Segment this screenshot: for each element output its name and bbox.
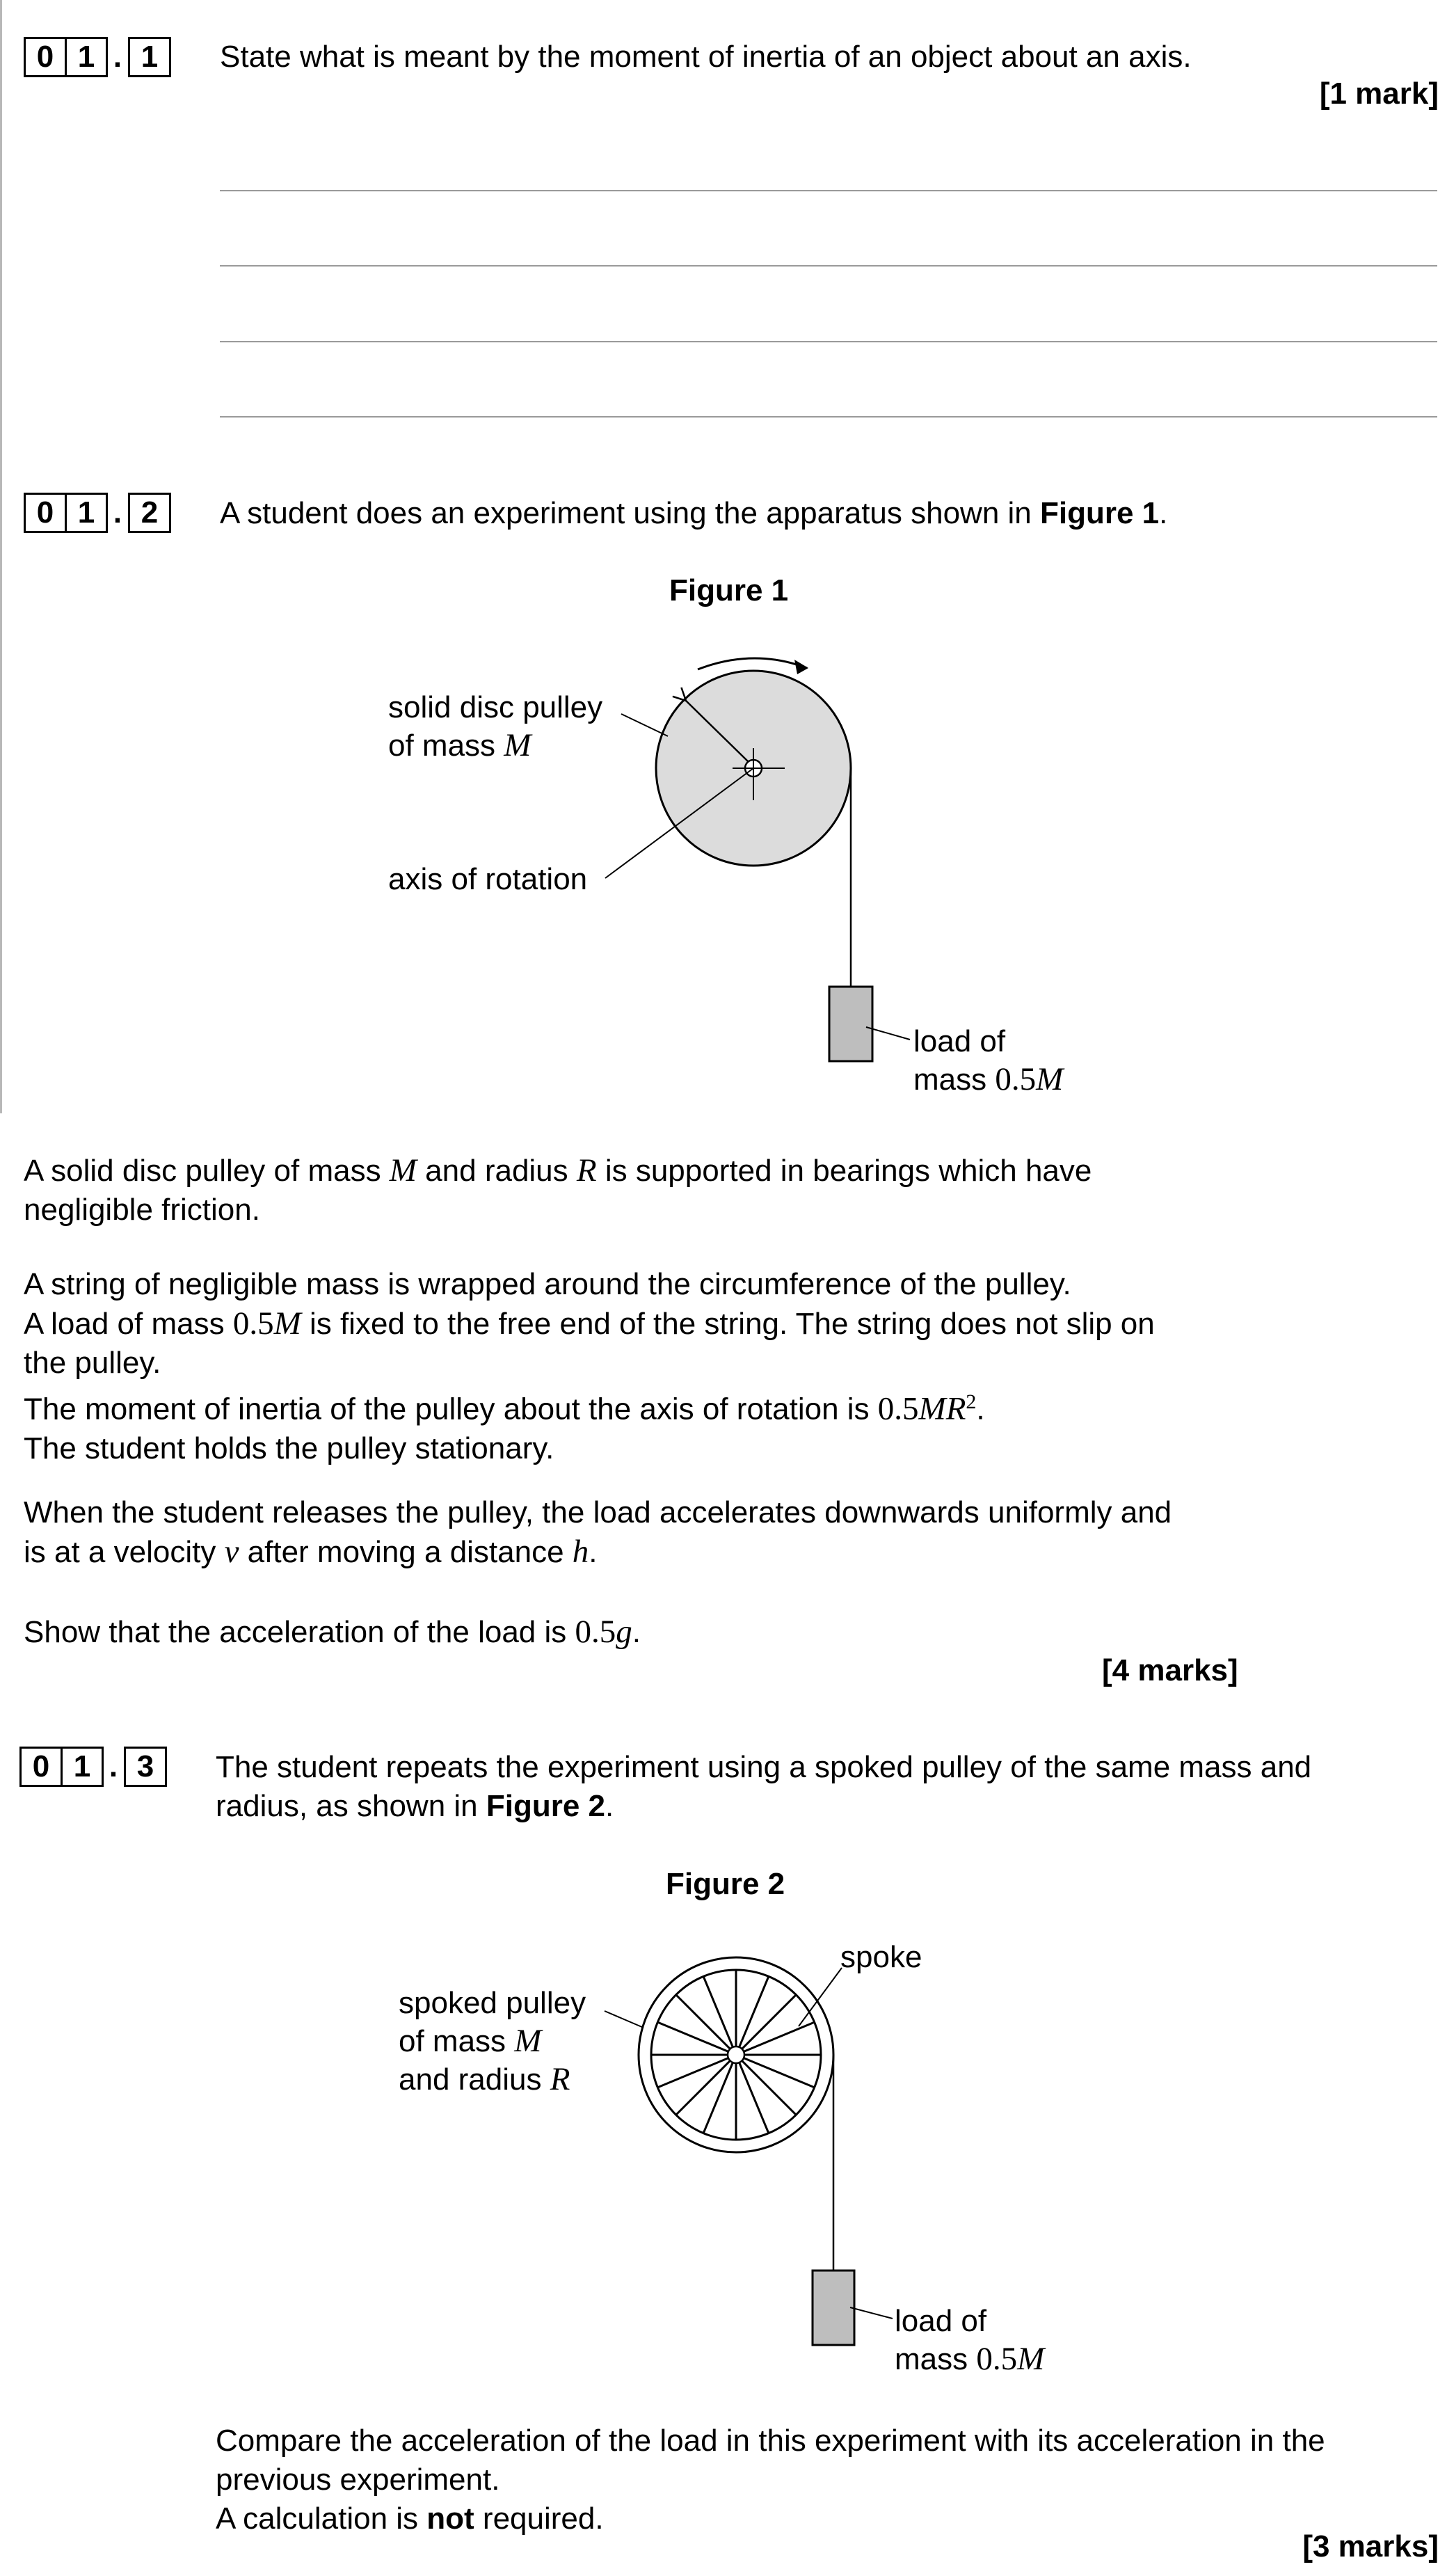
qnum-dot: . <box>109 1749 118 1783</box>
qnum-digit: 0 <box>24 493 67 533</box>
pulley-label: solid disc pulley of mass M <box>388 690 603 763</box>
qnum-dot: . <box>113 40 122 74</box>
figure-1-title: Figure 1 <box>669 573 789 607</box>
figure-ref: Figure 1 <box>1040 496 1160 530</box>
paragraph-1: A solid disc pulley of mass M and radius R is supported in bearings which have negligible friction. <box>24 1152 1092 1227</box>
rotation-arrowhead <box>794 660 808 674</box>
load-mass-2 <box>813 2271 854 2345</box>
qnum-digit: 2 <box>128 493 171 533</box>
figure-1-drawing <box>605 658 910 1061</box>
marks-01-1: [1 mark] <box>1319 77 1439 111</box>
marks-01-2: [4 marks] <box>1102 1653 1238 1687</box>
qnum-digit: 0 <box>24 37 67 77</box>
rotation-arrow-icon <box>698 658 807 669</box>
figure-ref: Figure 2 <box>486 1789 606 1823</box>
axis-label: axis of rotation <box>388 862 588 896</box>
question-intro-01-2: A student does an experiment using the apparatus shown in Figure 1. <box>220 496 1168 530</box>
spoked-pulley-leader-line <box>605 2011 643 2028</box>
figure-2-drawing <box>605 1957 893 2345</box>
qnum-digit: 3 <box>124 1747 167 1787</box>
load-mass <box>829 987 872 1061</box>
qnum-dot: . <box>113 495 122 530</box>
load-label: load of mass 0.5M <box>913 1024 1064 1097</box>
qnum-digit: 0 <box>19 1747 63 1787</box>
figure-2-title: Figure 2 <box>666 1867 785 1901</box>
question-text-01-3: The student repeats the experiment using a spoked pulley of the same mass and radius, as shown in Figure 2. <box>216 1750 1312 1823</box>
qnum-digit: 1 <box>128 37 171 77</box>
qnum-digit: 1 <box>65 493 108 533</box>
marks-01-3: [3 marks] <box>1302 2529 1439 2563</box>
spoked-pulley-label: spoked pulley of mass M and radius R <box>399 1986 586 2097</box>
question-text-01-1: State what is meant by the moment of inertia of an object about an axis. <box>220 40 1192 74</box>
paragraph-4: Show that the acceleration of the load is 0.5g. <box>24 1614 641 1650</box>
spoked-hub <box>728 2046 744 2063</box>
qnum-digit: 1 <box>61 1747 104 1787</box>
qnum-digit: 1 <box>65 37 108 77</box>
paragraph-2: A string of negligible mass is wrapped around the circumference of the pulley. A load of mass 0.5M is fixed to the free end of the string. The string does not slip on the pulley. The moment of inertia of the pulley about the axis of rotation is $0.5MR^2$. The student holds the pulley stationary. <box>24 1267 1155 1465</box>
load-label-2: load of mass 0.5M <box>895 2304 1045 2377</box>
load-leader-line-2 <box>850 2307 893 2319</box>
paragraph-3: When the student releases the pulley, the load accelerates downwards uniformly and is at a velocity v after moving a distance h. <box>24 1495 1172 1570</box>
compare-text: Compare the acceleration of the load in this experiment with its acceleration in the previous experiment. A calculation is not required. <box>216 2424 1325 2536</box>
pulley-leader-line <box>621 714 668 736</box>
spoke-label: spoke <box>840 1940 922 1974</box>
